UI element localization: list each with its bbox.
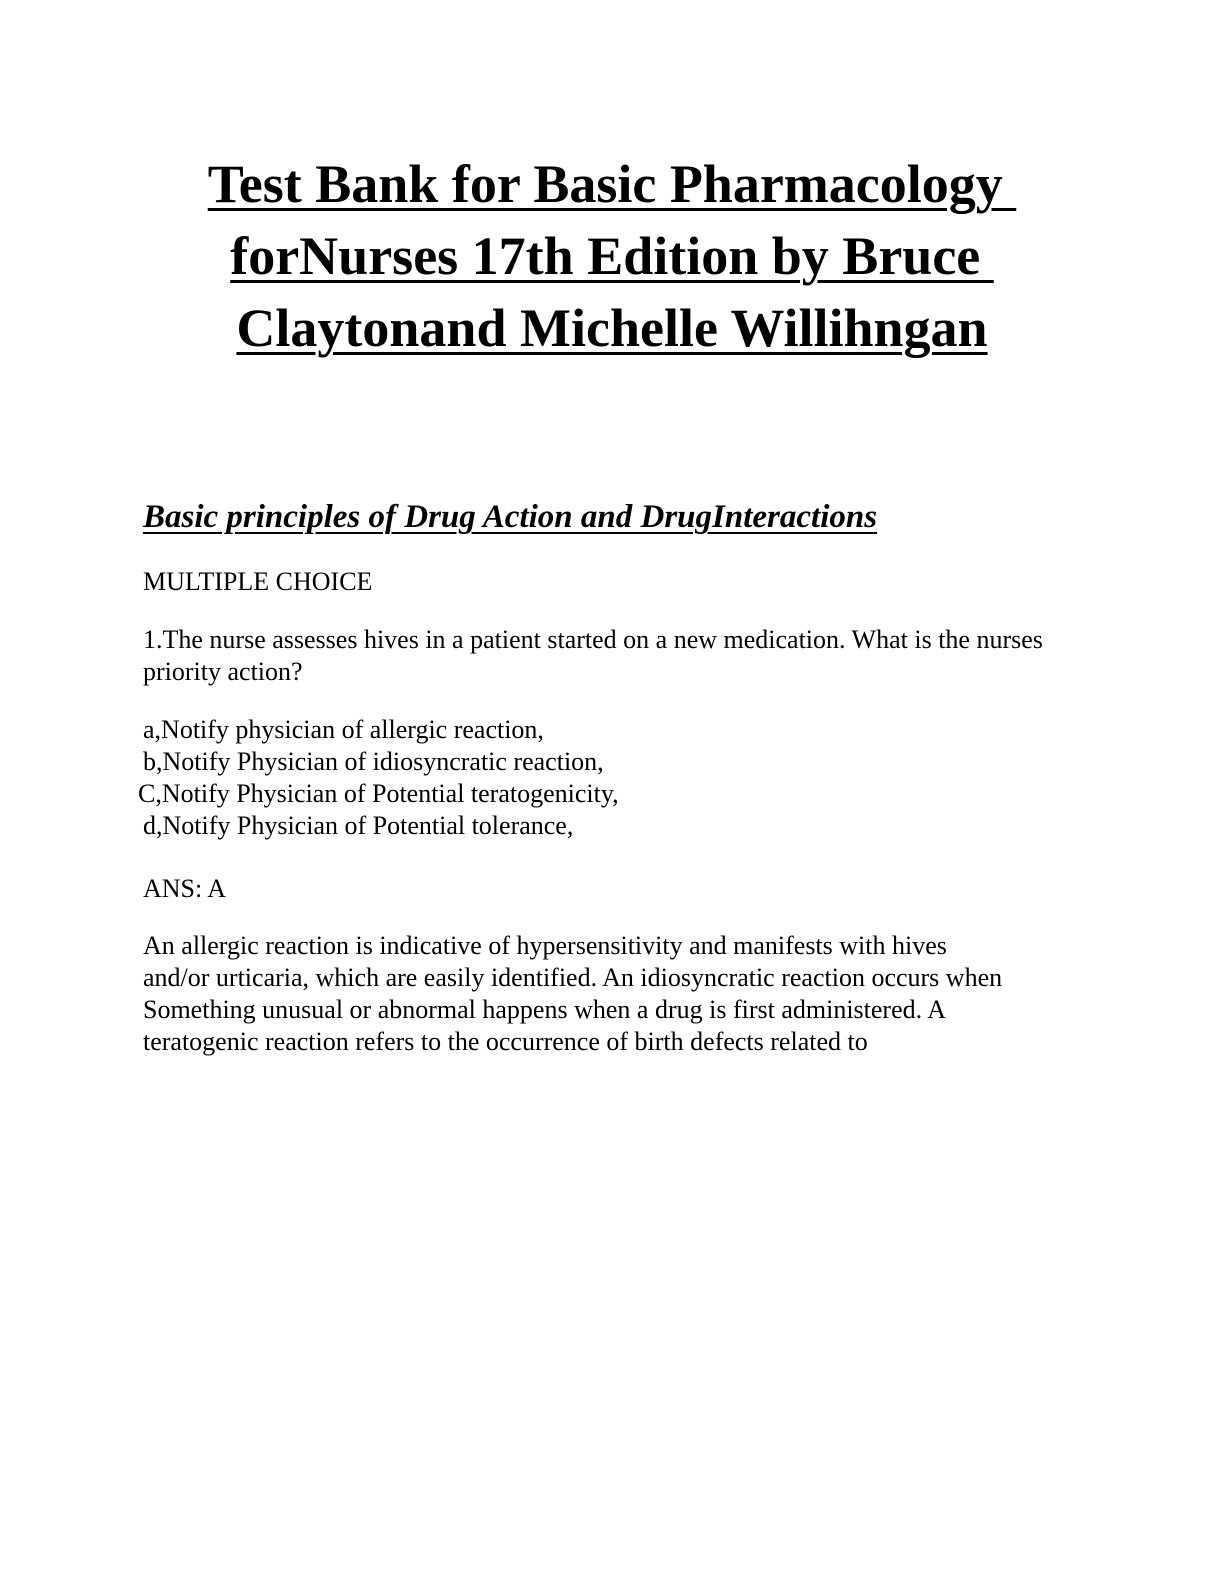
title-line-3: Claytonand Michelle Willihngan xyxy=(236,298,988,358)
rationale-line-3: Something unusual or abnormal happens when a drug is first administered. A xyxy=(143,995,946,1024)
title-line-2: forNurses 17th Edition by Bruce xyxy=(230,226,994,286)
option-d: d,Notify Physician of Potential tolerance, xyxy=(143,811,574,840)
answer-key: ANS: A xyxy=(143,874,227,903)
option-a: a,Notify physician of allergic reaction, xyxy=(143,715,544,744)
title-line-1: Test Bank for Basic Pharmacology xyxy=(207,154,1017,214)
question-text: 1.The nurse assesses hives in a patient started on a new medication. What is the nurses priority action? xyxy=(143,625,1043,686)
document-title xyxy=(0,148,1224,364)
rationale-text xyxy=(143,930,1103,1058)
answer-options xyxy=(138,714,619,842)
option-c: C,Notify Physician of Potential teratogenicity, xyxy=(138,779,619,808)
rationale-line-4: teratogenic reaction refers to the occurrence of birth defects related to xyxy=(143,1027,868,1056)
section-heading: Basic principles of Drug Action and DrugInteractions xyxy=(143,499,878,535)
rationale-line-2: and/or urticaria, which are easily identified. An idiosyncratic reaction occurs when xyxy=(143,963,1003,992)
rationale-line-1: An allergic reaction is indicative of hypersensitivity and manifests with hives xyxy=(143,931,947,960)
option-b: b,Notify Physician of idiosyncratic reaction, xyxy=(143,747,604,776)
question-type-label: MULTIPLE CHOICE xyxy=(143,567,373,596)
